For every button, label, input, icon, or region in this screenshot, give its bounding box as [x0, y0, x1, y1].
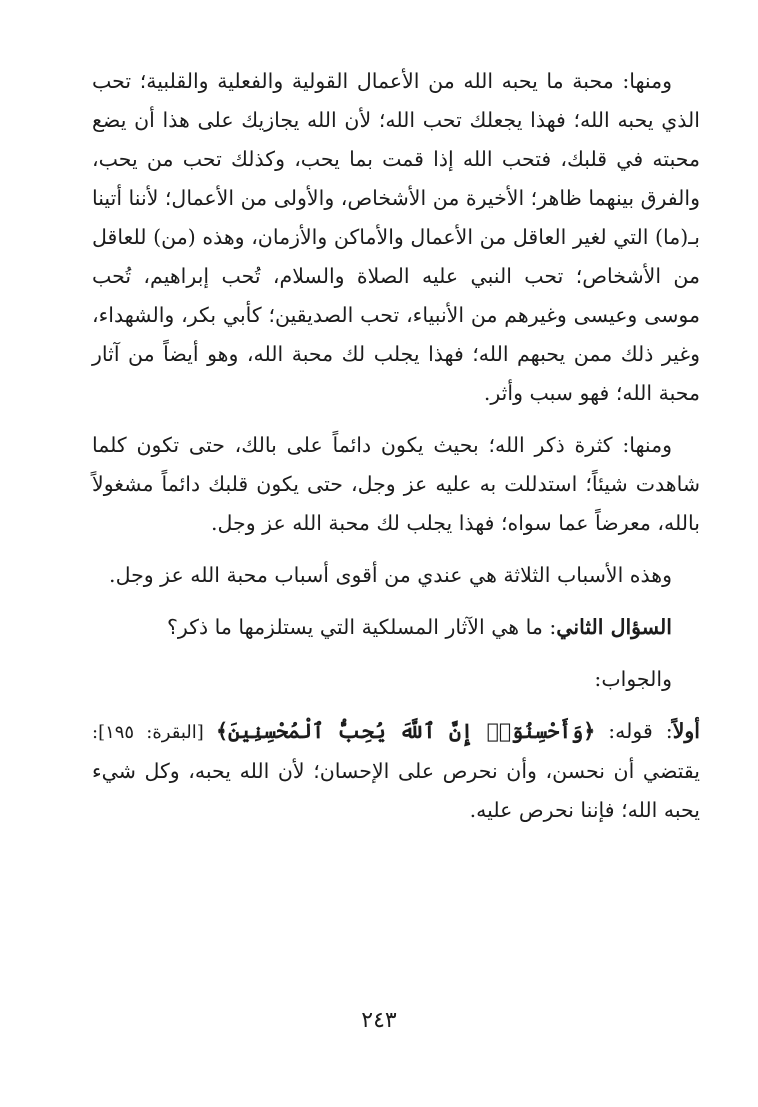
quran-verse: ﴿وَأَحْسِنُوٓا۟ إِنَّ ٱللَّهَ يُحِبُّ ٱلْمُحْسِنِينَ﴾ [215, 719, 596, 743]
paragraph-three-causes: وهذه الأسباب الثلاثة هي عندي من أقوى أسباب محبة الله عز وجل. [109, 563, 672, 587]
paragraph-remembrance: ومنها: كثرة ذكر الله؛ بحيث يكون دائماً على بالك، حتى تكون كلما شاهدت شيئاً؛ استدللت به عليه عز وجل، حتى يكون قلبك دائماً مشغولاً بالله، معرضاً عما سواه؛ فهذا يجلب لك محبة الله عز وجل. [92, 433, 700, 535]
question-two-text: : ما هي الآثار المسلكية التي يستلزمها ما ذكر؟ [167, 615, 557, 639]
answer-heading: والجواب: [594, 667, 672, 691]
first-point-text: يقتضي أن نحسن، وأن نحرص على الإحسان؛ لأن الله يحبه، وكل شيء يحبه الله؛ فإننا نحرص عليه. [92, 759, 700, 822]
question-two-label: السؤال الثاني [556, 615, 672, 639]
first-point-intro: : قوله: [595, 719, 673, 743]
quran-reference: [البقرة: ١٩٥]: [92, 722, 216, 743]
page-number: ٢٤٣ [361, 1008, 397, 1033]
first-point [92, 712, 700, 830]
paragraph-love-actions: ومنها: محبة ما يحبه الله من الأعمال القولية والفعلية والقلبية؛ تحب الذي يحبه الله؛ فهذا يجعلك تحب الله؛ لأن الله يجازيك على هذا أن يضع محبته في قلبك، فتحب الله إذا قمت بما يحب، وكذلك تحب من يحب، والفرق بينهما ظاهر؛ الأخيرة من الأشخاص، والأولى من الأعمال؛ لأننا أتينا بـ(ما) التي لغير العاقل من الأعمال والأماكن والأزمان، وهذه (من) للعاقل من الأشخاص؛ تحب النبي عليه الصلاة والسلام، تُحب إبراهيم، تُحب موسى وعيسى وغيرهم من الأنبياء، تحب الصديقين؛ كأبي بكر، والشهداء، وغير ذلك ممن يحبهم الله؛ فهذا يجلب لك محبة الله، وهو أيضاً من آثار محبة الله؛ فهو سبب وأثر. [92, 69, 700, 405]
page-body [92, 62, 700, 1002]
first-point-label: أولاً [672, 719, 700, 743]
question-two [92, 608, 700, 647]
